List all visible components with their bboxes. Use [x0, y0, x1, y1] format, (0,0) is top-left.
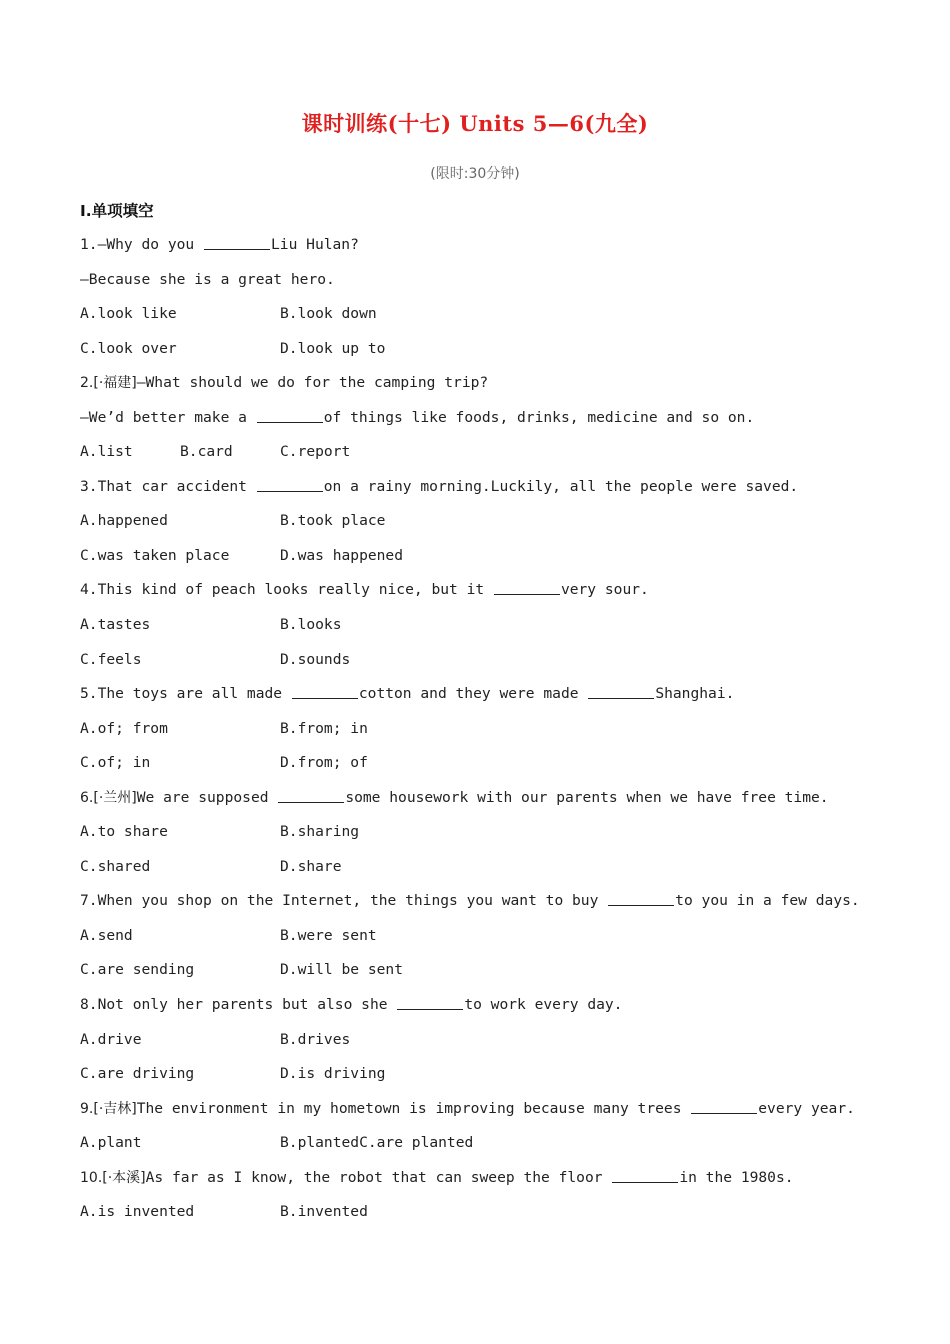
question-text: Liu Hulan? [271, 236, 359, 253]
question-text: 8.Not only her parents but also she [80, 996, 397, 1014]
question-10 [80, 1162, 880, 1197]
option-d: D.was happened [280, 546, 404, 564]
question-list [80, 229, 880, 1231]
question-5 [80, 678, 880, 713]
question-7 [80, 885, 880, 920]
option-b: B.looks [280, 616, 342, 634]
option-a: A.send [80, 926, 133, 944]
option-a: A.drive [80, 1030, 142, 1048]
option-b: B.card [180, 443, 233, 461]
question-text: —What should we do for the camping trip? [136, 374, 489, 392]
options-row [80, 851, 880, 886]
options-row [80, 747, 880, 782]
options-row [80, 1196, 880, 1231]
options-row [80, 644, 880, 679]
question-text: very sour. [560, 581, 649, 599]
option-a: A.happened [80, 512, 168, 530]
option-d: D.from; of [280, 754, 368, 772]
question-text: some housework with our parents when we have free time. [345, 788, 829, 806]
option-d: D.sounds [280, 650, 351, 668]
answer-blank [691, 1098, 757, 1114]
options-row [80, 505, 880, 540]
options-row [80, 1024, 880, 1059]
option-b-c: B.plantedC.are planted [280, 1134, 474, 1152]
answer-blank [608, 890, 674, 906]
question-text: 1.—Why do you [80, 236, 204, 253]
option-b: B.sharing [280, 823, 360, 841]
question-text: —We’d better make a [80, 408, 256, 426]
question-4 [80, 574, 880, 609]
question-3 [80, 471, 880, 506]
question-text: on a rainy morning.Luckily, all the people were saved. [323, 477, 799, 495]
answer-blank [612, 1167, 678, 1183]
question-text: to work every day. [464, 996, 623, 1014]
answer-blank [257, 476, 323, 492]
option-d: D.look up to [280, 339, 386, 357]
question-text: to you in a few days. [675, 892, 860, 910]
question-text: The environment in my hometown is improving because many trees [136, 1099, 691, 1117]
options-row [80, 954, 880, 989]
option-c: C.report [280, 443, 351, 461]
answer-blank [278, 787, 344, 803]
option-b: B.drives [280, 1030, 351, 1048]
question-2-reply [80, 402, 880, 437]
option-a: A.tastes [80, 616, 151, 634]
answer-blank [292, 683, 358, 699]
options-row [80, 1127, 880, 1162]
options-row [80, 713, 880, 748]
question-2 [80, 367, 880, 402]
question-6 [80, 782, 880, 817]
question-text: cotton and they were made [358, 685, 588, 703]
option-d: D.share [280, 857, 342, 875]
option-a: A.to share [80, 823, 168, 841]
option-a: A.is invented [80, 1203, 195, 1221]
option-a: A.plant [80, 1134, 142, 1152]
question-text: 5.The toys are all made [80, 685, 291, 703]
question-text: 7.When you shop on the Internet, the things you want to buy [80, 892, 608, 910]
options-row [80, 1058, 880, 1093]
question-source: 9.[·吉林] [80, 1100, 137, 1117]
options-row [80, 816, 880, 851]
options-row [80, 920, 880, 955]
option-b: B.were sent [280, 926, 377, 944]
option-b: B.from; in [280, 719, 368, 737]
answer-blank [588, 683, 654, 699]
option-c: C.look over [80, 339, 177, 357]
option-c: C.was taken place [80, 546, 230, 564]
options-row [80, 436, 880, 471]
answer-blank [494, 579, 560, 595]
option-b: B.took place [280, 512, 386, 530]
time-limit: (限时:30分钟) [430, 166, 520, 182]
question-text: As far as I know, the robot that can sweep the floor [145, 1168, 612, 1186]
question-9 [80, 1093, 880, 1128]
question-text: in the 1980s. [679, 1168, 794, 1186]
option-c: C.are driving [80, 1065, 195, 1083]
question-1-reply: —Because she is a great hero. [80, 270, 335, 288]
question-text: 4.This kind of peach looks really nice, but it [80, 581, 493, 599]
option-c: C.feels [80, 650, 142, 668]
options-row [80, 609, 880, 644]
option-a: A.look like [80, 305, 177, 323]
answer-blank [257, 407, 323, 423]
question-1 [80, 229, 880, 264]
option-b: B.look down [280, 305, 377, 323]
option-a: A.list [80, 443, 133, 461]
answer-blank [204, 234, 270, 250]
option-c: C.of; in [80, 754, 151, 772]
section-heading: Ⅰ.单项填空 [80, 202, 154, 220]
question-source: 10.[·本溪] [80, 1169, 146, 1186]
question-text: Shanghai. [655, 685, 735, 703]
question-8 [80, 989, 880, 1024]
answer-blank [397, 994, 463, 1010]
question-source: 6.[·兰州] [80, 789, 137, 806]
option-b: B.invented [280, 1203, 368, 1221]
question-text: 3.That car accident [80, 477, 256, 495]
page-title: 课时训练(十七) Units 5—6(九全) [301, 111, 649, 136]
option-c: C.are sending [80, 961, 195, 979]
option-d: D.will be sent [280, 961, 404, 979]
question-text: We are supposed [136, 788, 278, 806]
question-text: every year. [758, 1099, 855, 1117]
question-text: of things like foods, drinks, medicine and so on. [323, 408, 755, 426]
option-c: C.shared [80, 857, 151, 875]
option-a: A.of; from [80, 719, 168, 737]
options-row [80, 298, 880, 333]
question-source: 2.[·福建] [80, 375, 137, 392]
options-row [80, 333, 880, 368]
option-d: D.is driving [280, 1065, 386, 1083]
options-row [80, 540, 880, 575]
